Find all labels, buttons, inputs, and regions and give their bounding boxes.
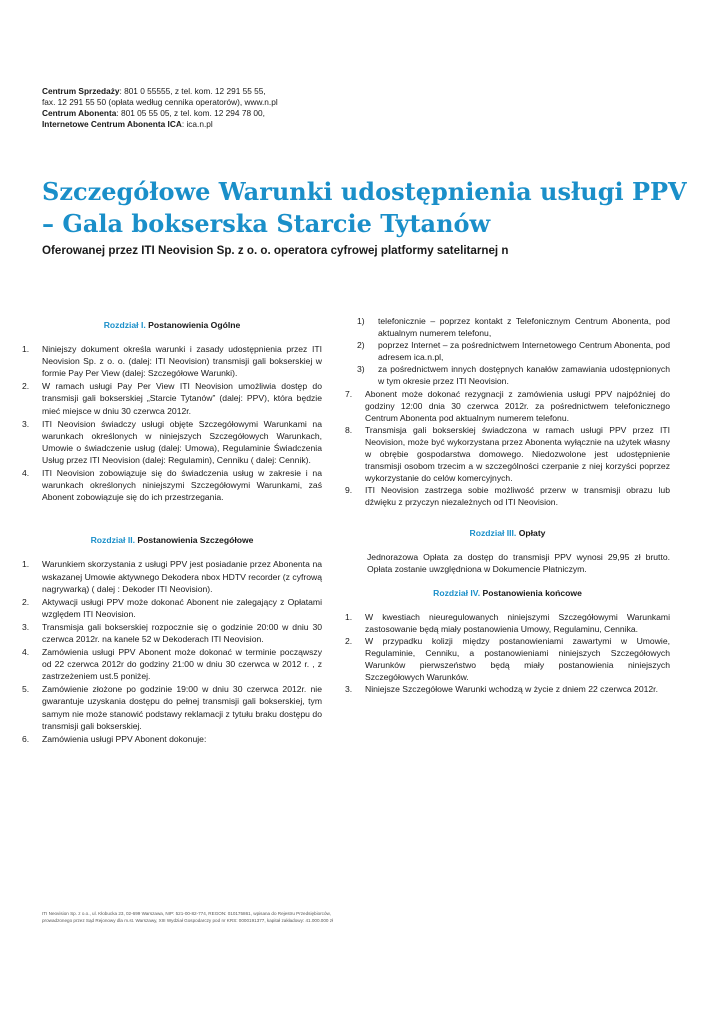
list-item bbox=[22, 558, 322, 594]
list-item bbox=[22, 621, 322, 645]
list-text: ITI Neovision zobowiązuje się do świadczenia usług w zakresie i na warunkach określonych niniejszymi Szczegółowymi Warunkami, zaś Abonent zobowiązuje się do ich przestrzegania. bbox=[42, 468, 322, 503]
contact-info bbox=[42, 86, 372, 130]
section-2-list bbox=[22, 558, 322, 744]
list-item bbox=[22, 683, 322, 731]
right-column bbox=[345, 315, 670, 696]
list-text: Zamówienie złożone po godzinie 19:00 w dniu 30 czerwca 2012r. nie gwarantuje uzyskania dostępu do pełnej transmisji gali bokserskiej, tym samym nie może stanowić podstawy reklamacji z tytułu braku dostępu do transmisji gali bokserskiej. bbox=[42, 684, 322, 731]
section-2-number: Rozdział II. bbox=[90, 535, 135, 546]
list-item bbox=[22, 467, 322, 503]
list-item bbox=[345, 683, 670, 695]
contact-text-sales: : 801 0 55555, z tel. kom. 12 291 55 55, bbox=[119, 86, 266, 96]
list-text: poprzez Internet – za pośrednictwem Internetowego Centrum Abonenta, pod adresem ica.n.pl, bbox=[378, 340, 670, 363]
list-text: W ramach usługi Pay Per View ITI Neovision umożliwia dostęp do transmisji gali bokserskiej „Starcie Tytanów” (dalej: PPV), która będzie mieć miejsce w dniu 30 czerwca 2012r. bbox=[42, 381, 322, 416]
section-2-sublist bbox=[345, 315, 670, 388]
list-text: Niniejsze Szczegółowe Warunki wchodzą w życie z dniem 22 czerwca 2012r. bbox=[365, 684, 658, 695]
document-subtitle: Oferowanej przez ITI Neovision Sp. z o. o. operatora cyfrowej platformy satelitarnej n bbox=[42, 244, 509, 257]
list-item bbox=[22, 733, 322, 745]
list-marker: 4. bbox=[22, 647, 30, 658]
list-marker: 3. bbox=[345, 684, 353, 695]
section-3-text: Jednorazowa Opłata za dostęp do transmisji PPV wynosi 29,95 zł brutto. Opłata zostanie uwzględniona w Dokumencie Płatniczym. bbox=[367, 551, 670, 574]
list-item bbox=[345, 484, 670, 508]
list-item bbox=[345, 315, 670, 339]
section-1-list bbox=[22, 343, 322, 503]
section-2-heading bbox=[22, 534, 322, 546]
contact-label-ica: Internetowe Centrum Abonenta ICA bbox=[42, 119, 182, 129]
list-item bbox=[22, 646, 322, 682]
list-item bbox=[345, 388, 670, 424]
list-marker: 1. bbox=[345, 611, 353, 622]
section-3-heading bbox=[345, 527, 670, 539]
section-1-title: Postanowienia Ogólne bbox=[148, 320, 241, 330]
contact-line-fax: fax. 12 291 55 50 (opłata według cennika operatorów), www.n.pl bbox=[42, 97, 278, 107]
contact-line-subscriber bbox=[42, 108, 372, 119]
footer-line-1: ITI Neovision Sp. z o.o., ul. Kłobucka 23, 02-699 Warszawa, NIP: 521-00-82-774, REGON: 010175861, wpisana do Rejestru Przedsiębiorców, bbox=[42, 911, 331, 916]
list-marker: 1) bbox=[357, 316, 365, 326]
list-marker: 2. bbox=[345, 636, 353, 647]
list-text: Warunkiem skorzystania z usługi PPV jest posiadanie przez Abonenta na wskazanej Umowie aktywnego Dekodera nbox HDTV recorder (z cyfrową nagrywarką) ( dalej : Dekoder ITI Neovision). bbox=[42, 559, 322, 594]
list-marker: 1. bbox=[22, 559, 30, 570]
list-item bbox=[345, 635, 670, 683]
list-text: Aktywacji usługi PPV może dokonać Abonent nie zalegający z Opłatami względem ITI Neovision. bbox=[42, 596, 322, 619]
contact-label-sales: Centrum Sprzedaży bbox=[42, 86, 120, 96]
contact-line-ica bbox=[42, 119, 372, 130]
list-marker: 7. bbox=[345, 388, 353, 399]
footer bbox=[42, 910, 642, 924]
contact-label-subscriber: Centrum Abonenta bbox=[42, 108, 117, 118]
list-marker: 1. bbox=[22, 344, 30, 355]
contact-text-subscriber: : 801 05 55 05, z tel. kom. 12 294 78 00, bbox=[116, 108, 265, 118]
list-item bbox=[345, 611, 670, 635]
list-text: Zamówienia usługi PPV Abonent może dokonać w terminie począwszy od 22 czerwca 2012r do godziny 21:00 w dniu 30 czerwca w 2012 r. , z zastrzeżeniem ust.5 poniżej. bbox=[42, 647, 322, 682]
section-2-title: Postanowienia Szczegółowe bbox=[137, 535, 254, 546]
list-text: Transmisja gali bokserskiej świadczona w ramach usługi PPV przez ITI Neovision, może być wykorzystana przez Abonenta wyłącznie na użytek własny w obrębie gospodarstwa domowego. Niedozwolone jest udostępnienie transmisji osobom trzecim a w szczególności czerpanie z niej korzyści poprzez wykorzystanie do celów komercyjnych. bbox=[365, 424, 670, 484]
list-item bbox=[22, 380, 322, 416]
list-text: ITI Neovision zastrzega sobie możliwość przerw w transmisji obrazu lub dźwięku z przyczyn niezależnych od ITI Neovision. bbox=[365, 485, 670, 508]
list-marker: 4. bbox=[22, 468, 30, 479]
section-1-heading bbox=[22, 319, 322, 331]
list-marker: 6. bbox=[22, 733, 30, 744]
list-text: Zamówienia usługi PPV Abonent dokonuje: bbox=[42, 733, 207, 744]
list-marker: 2) bbox=[357, 340, 365, 351]
section-4-title: Postanowienia końcowe bbox=[482, 587, 582, 598]
left-column bbox=[22, 315, 322, 746]
list-text: za pośrednictwem innych dostępnych kanałów zamawiania udostępnionych w tym okresie przez ITI Neovision. bbox=[378, 364, 670, 387]
document-title: Szczegółowe Warunki udostępnienia usługi PPV – Gala bokserska Starcie Tytanów bbox=[42, 177, 687, 238]
section-1-number: Rozdział I. bbox=[103, 320, 146, 330]
list-item bbox=[345, 424, 670, 484]
list-marker: 3. bbox=[22, 418, 30, 429]
list-text: ITI Neovision świadczy usługi objęte Szczegółowymi Warunkami na warunkach określonych w niniejszych Szczegółowych Warunkach, Umowie o świadczenie usług (dalej: Umowa), Regulaminie Świadczenia Usług przez ITI Neovision (dalej: Regulamin), Cenniku ( dalej: Cennik). bbox=[42, 418, 322, 465]
section-4-heading bbox=[345, 587, 670, 599]
list-marker: 2. bbox=[22, 381, 30, 392]
list-text: W kwestiach nieuregulowanych niniejszymi Szczegółowymi Warunkami zastosowanie będą miały postanowienia Umowy, Regulaminu, Cennika. bbox=[365, 611, 670, 634]
contact-line-sales bbox=[42, 86, 372, 97]
footer-line-2: prowadzonego przez Sąd Rejonowy dla m.st. Warszawy, XIII Wydział Gospodarczy pod nr KRS: 0000191377, kapitał zakładowy: 41.000.000 zł bbox=[42, 918, 334, 923]
section-4-number: Rozdział IV. bbox=[433, 587, 481, 598]
list-text: Abonent może dokonać rezygnacji z zamówienia usługi PPV najpóźniej do godziny 12:00 dnia 30 czerwca 2012r. za pośrednictwem telefonicznego Centrum Abonenta pod aktualnym numerem telefonu. bbox=[365, 388, 670, 423]
contact-text-ica: : ica.n.pl bbox=[181, 119, 213, 129]
section-2-list-continued bbox=[345, 388, 670, 509]
list-marker: 2. bbox=[22, 596, 30, 607]
list-marker: 3. bbox=[22, 621, 30, 632]
list-marker: 5. bbox=[22, 684, 30, 695]
list-text: W przypadku kolizji między postanowieniami zawartymi w Umowie, Regulaminie, Cenniku, a postanowieniami niniejszych Szczegółowych Warunków pierwszeństwo będą miały postanowienia niniejszych Szczegółowych Warunków. bbox=[365, 636, 670, 683]
list-item bbox=[345, 363, 670, 387]
list-marker: 9. bbox=[345, 485, 353, 496]
section-4-list bbox=[345, 611, 670, 696]
list-text: telefonicznie – poprzez kontakt z Telefonicznym Centrum Abonenta, pod aktualnym numerem telefonu, bbox=[378, 316, 670, 339]
section-3-number: Rozdział III. bbox=[469, 527, 517, 538]
list-item bbox=[345, 339, 670, 363]
list-item bbox=[22, 418, 322, 466]
list-marker: 3) bbox=[357, 364, 365, 375]
section-3-title: Opłaty bbox=[518, 527, 546, 538]
list-text: Transmisja gali bokserskiej rozpocznie się o godzinie 20:00 w dniu 30 czerwca 2012r. na kanele 52 w Dekoderach ITI Neovision. bbox=[42, 621, 322, 644]
list-item bbox=[22, 596, 322, 620]
list-item bbox=[22, 343, 322, 379]
list-text: Niniejszy dokument określa warunki i zasady udostępnienia przez ITI Neovision Sp. z o. o. (dalej: ITI Neovision) transmisji gali bokserskiej w formie Pay Per View (dalej: Szczegółowe Warunki). bbox=[42, 344, 322, 379]
list-marker: 8. bbox=[345, 424, 353, 435]
